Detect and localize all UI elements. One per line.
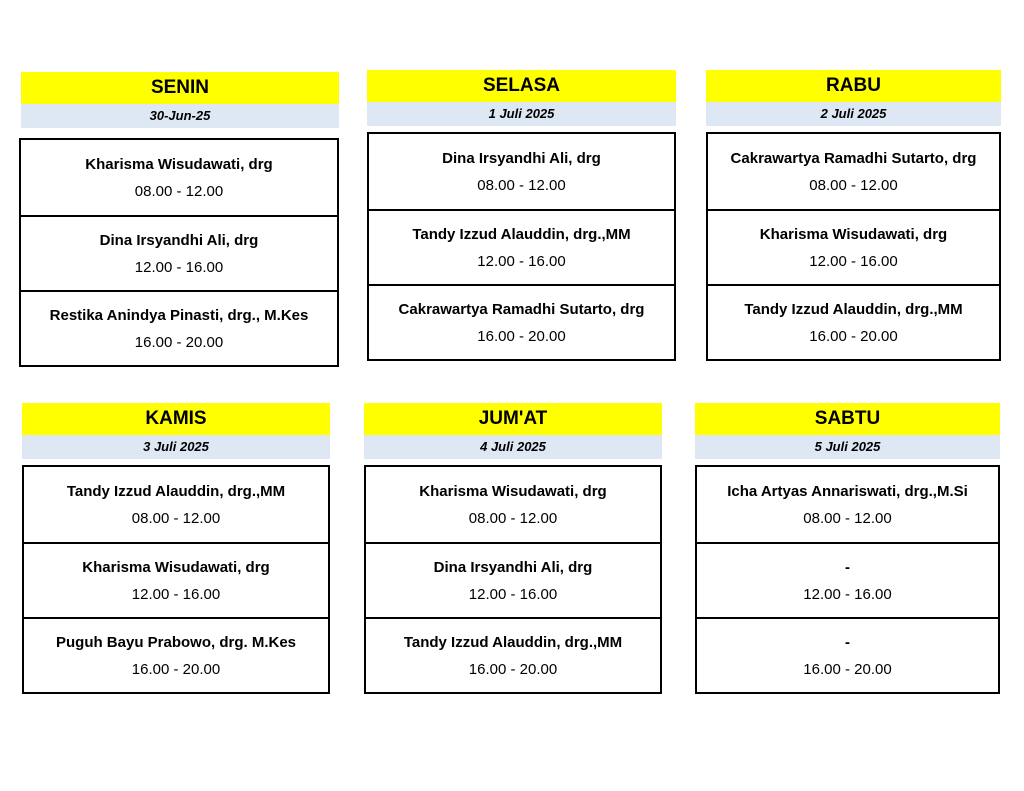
- doctor-name: Puguh Bayu Prabowo, drg. M.Kes: [55, 633, 297, 651]
- day-title: RABU: [706, 70, 1001, 102]
- shift-row: [697, 542, 998, 617]
- shift-time: 08.00 - 12.00: [134, 182, 224, 200]
- day-title: SELASA: [367, 70, 676, 102]
- shift-row: [366, 467, 660, 542]
- shift-table: [22, 465, 330, 694]
- shift-row: [24, 467, 328, 542]
- shift-time: 16.00 - 20.00: [477, 327, 566, 345]
- shift-row: [21, 290, 337, 365]
- shift-time: 16.00 - 20.00: [809, 327, 898, 345]
- day-date: 2 Juli 2025: [706, 102, 1001, 126]
- doctor-name: Tandy Izzud Alauddin, drg.,MM: [66, 482, 286, 500]
- shift-row: [697, 617, 998, 692]
- shift-time: 16.00 - 20.00: [803, 660, 892, 678]
- shift-row: [369, 209, 674, 284]
- shift-time: 12.00 - 16.00: [468, 585, 558, 603]
- shift-time: 12.00 - 16.00: [134, 258, 224, 276]
- day-card-senin: [21, 72, 339, 367]
- doctor-name: Kharisma Wisudawati, drg: [419, 482, 607, 500]
- shift-row: [366, 617, 660, 692]
- day-title: JUM'AT: [364, 403, 662, 435]
- shift-time: 08.00 - 12.00: [468, 509, 558, 527]
- shift-row: [708, 134, 999, 209]
- shift-row: [21, 140, 337, 215]
- shift-row: [369, 284, 674, 359]
- shift-table: [364, 465, 662, 694]
- day-card-selasa: [367, 70, 676, 361]
- shift-table: [706, 132, 1001, 361]
- shift-row: [708, 284, 999, 359]
- doctor-name: -: [845, 558, 850, 576]
- shift-time: 16.00 - 20.00: [131, 660, 221, 678]
- day-card-rabu: [706, 70, 1001, 361]
- shift-time: 12.00 - 16.00: [809, 252, 898, 270]
- shift-row: [697, 467, 998, 542]
- day-date: 30-Jun-25: [21, 104, 339, 128]
- shift-row: [21, 215, 337, 290]
- doctor-name: Kharisma Wisudawati, drg: [85, 155, 273, 173]
- shift-time: 08.00 - 12.00: [803, 509, 892, 527]
- doctor-name: Icha Artyas Annariswati, drg.,M.Si: [727, 482, 968, 500]
- shift-row: [369, 134, 674, 209]
- shift-table: [367, 132, 676, 361]
- doctor-name: Cakrawartya Ramadhi Sutarto, drg: [730, 149, 977, 167]
- shift-time: 08.00 - 12.00: [131, 509, 221, 527]
- day-date: 1 Juli 2025: [367, 102, 676, 126]
- shift-time: 12.00 - 16.00: [131, 585, 221, 603]
- doctor-name: -: [845, 633, 850, 651]
- doctor-name: Tandy Izzud Alauddin, drg.,MM: [412, 225, 631, 243]
- day-title: KAMIS: [22, 403, 330, 435]
- day-card-sabtu: [695, 403, 1000, 694]
- shift-time: 12.00 - 16.00: [803, 585, 892, 603]
- day-title: SENIN: [21, 72, 339, 104]
- doctor-name: Dina Irsyandhi Ali, drg: [99, 231, 259, 249]
- shift-row: [708, 209, 999, 284]
- shift-table: [19, 138, 339, 367]
- doctor-name: Tandy Izzud Alauddin, drg.,MM: [744, 300, 963, 318]
- shift-row: [24, 617, 328, 692]
- doctor-name: Restika Anindya Pinasti, drg., M.Kes: [49, 306, 309, 324]
- doctor-name: Kharisma Wisudawati, drg: [759, 225, 948, 243]
- shift-row: [24, 542, 328, 617]
- shift-time: 16.00 - 20.00: [468, 660, 558, 678]
- shift-row: [366, 542, 660, 617]
- day-card-kamis: [22, 403, 330, 694]
- shift-time: 08.00 - 12.00: [809, 176, 898, 194]
- doctor-name: Cakrawartya Ramadhi Sutarto, drg: [398, 300, 645, 318]
- shift-time: 12.00 - 16.00: [477, 252, 566, 270]
- doctor-name: Tandy Izzud Alauddin, drg.,MM: [403, 633, 623, 651]
- day-title: SABTU: [695, 403, 1000, 435]
- shift-table: [695, 465, 1000, 694]
- day-date: 5 Juli 2025: [695, 435, 1000, 459]
- day-card-jumat: [364, 403, 662, 694]
- day-date: 4 Juli 2025: [364, 435, 662, 459]
- doctor-name: Kharisma Wisudawati, drg: [82, 558, 270, 576]
- shift-time: 16.00 - 20.00: [134, 333, 224, 351]
- day-date: 3 Juli 2025: [22, 435, 330, 459]
- doctor-name: Dina Irsyandhi Ali, drg: [433, 558, 593, 576]
- doctor-name: Dina Irsyandhi Ali, drg: [442, 149, 601, 167]
- shift-time: 08.00 - 12.00: [477, 176, 566, 194]
